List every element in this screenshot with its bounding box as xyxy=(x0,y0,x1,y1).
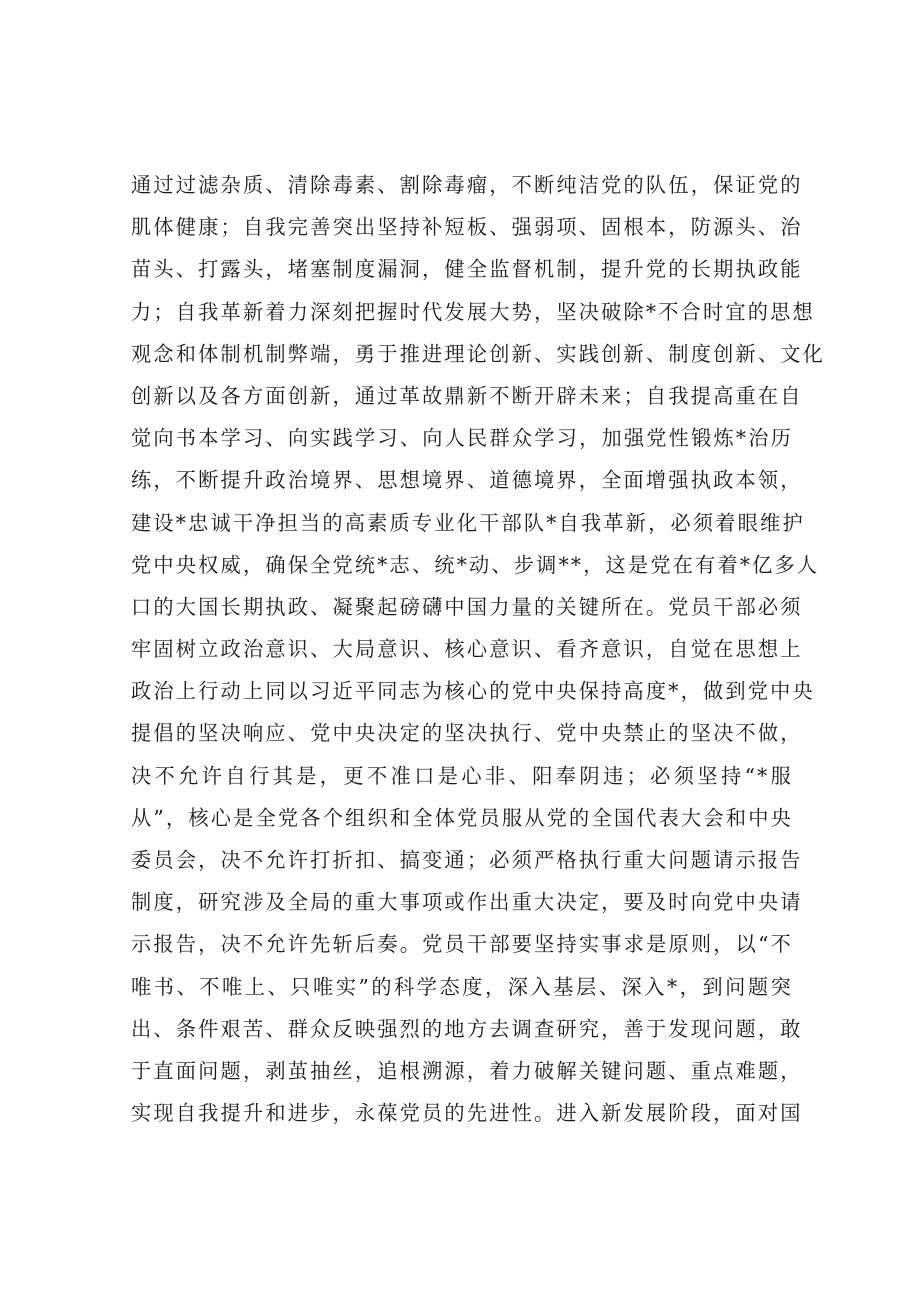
text-line: 练，不断提升政治境界、思想境界、道德境界，全面增强执政本领， xyxy=(131,468,803,493)
text-line: 建设*忠诚干净担当的高素质专业化干部队*自我革新，必须着眼维护 xyxy=(131,510,805,535)
text-line: 创新以及各方面创新，通过革故鼎新不断开辟未来；自我提高重在自 xyxy=(131,383,803,408)
text-line: 委员会，决不允许打折扣、搞变通；必须严格执行重大问题请示报告 xyxy=(131,848,803,872)
text-line: 决不允许自行其是，更不准口是心非、阳奉阴违；必须坚持“*服 xyxy=(131,763,793,788)
text-line: 唯书、不唯上、只唯实”的科学态度，深入基层、深入*，到问题突 xyxy=(131,974,793,999)
text-line: 出、条件艰苦、群众反映强烈的地方去调查研究，善于发现问题，敢 xyxy=(131,1016,803,1041)
text-line: 苗头、打露头，堵塞制度漏洞，健全监督机制，提升党的长期执政能 xyxy=(131,257,803,282)
text-line: 观念和体制机制弊端，勇于推进理论创新、实践创新、制度创新、文化 xyxy=(131,341,826,366)
text-line: 实现自我提升和进步，永葆党员的先进性。进入新发展阶段，面对国 xyxy=(131,1101,803,1126)
text-line: 党中央权威，确保全党统*志、统*动、步调**，这是党在有着*亿多人 xyxy=(131,552,820,577)
text-line: 提倡的坚决响应、党中央决定的坚决执行、党中央禁止的坚决不做， xyxy=(131,721,803,746)
text-line: 政治上行动上同以习近平同志为核心的党中央保持高度*，做到党中央 xyxy=(131,679,815,704)
text-line: 从”，核心是全党各个组织和全体党员服从党的全国代表大会和中央 xyxy=(131,805,793,830)
text-line: 示报告，决不允许先斩后奏。党员干部要坚持实事求是原则，以“不 xyxy=(131,932,793,957)
text-line: 觉向书本学习、向实践学习、向人民群众学习，加强党性锻炼*治历 xyxy=(131,426,793,451)
text-line: 口的大国长期执政、凝聚起磅礴中国力量的关键所在。党员干部必须 xyxy=(131,594,803,619)
text-line: 肌体健康；自我完善突出坚持补短板、强弱项、固根本，防源头、治 xyxy=(131,215,803,240)
text-line: 力；自我革新着力深刻把握时代发展大势，坚决破除*不合时宜的思想 xyxy=(131,299,815,324)
body-paragraph xyxy=(131,164,826,1134)
text-line: 通过过滤杂质、清除毒素、割除毒瘤，不断纯洁党的队伍，保证党的 xyxy=(131,173,803,197)
text-line: 牢固树立政治意识、大局意识、核心意识、看齐意识，自觉在思想上 xyxy=(131,637,803,662)
text-line: 制度，研究涉及全局的重大事项或作出重大决定，要及时向党中央请 xyxy=(131,890,803,915)
text-line: 于直面问题，剥茧抽丝，追根溯源，着力破解关键问题、重点难题， xyxy=(131,1058,803,1083)
